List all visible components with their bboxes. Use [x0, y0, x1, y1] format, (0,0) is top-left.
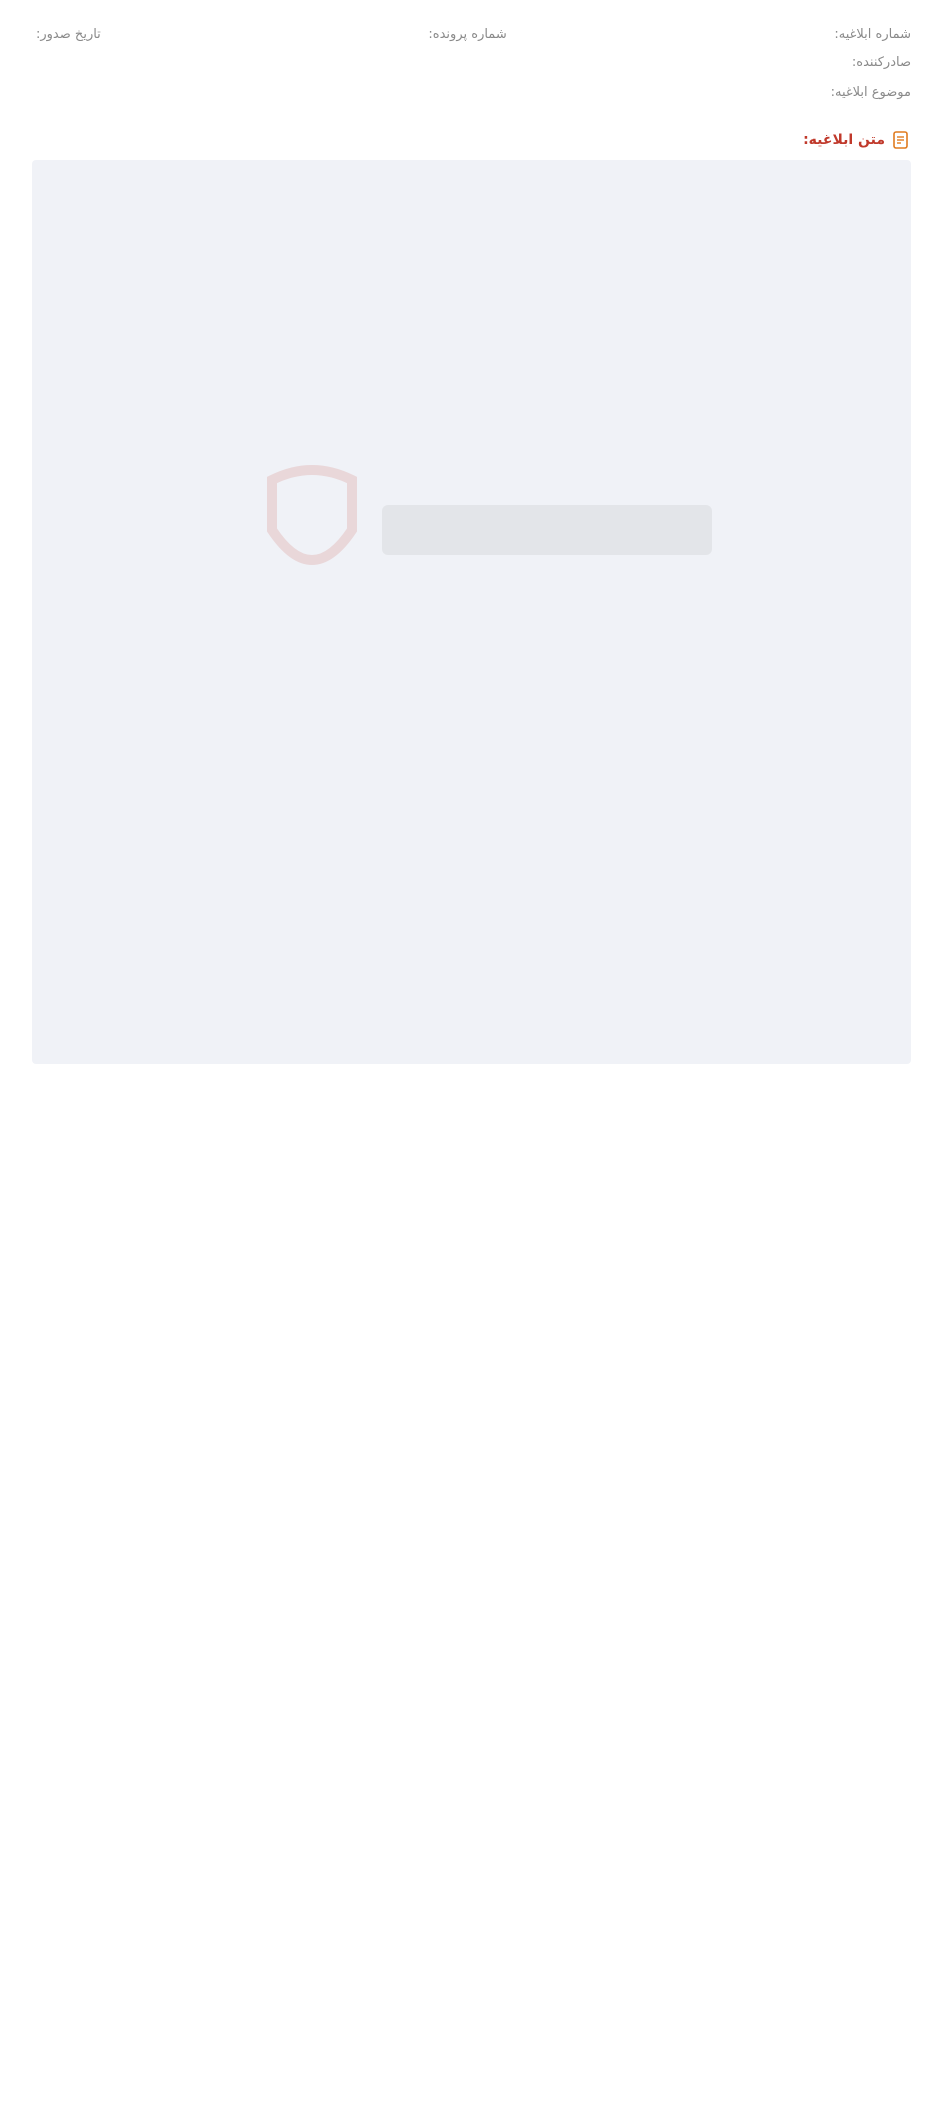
issuer-line — [32, 48, 911, 78]
notice-text-heading-label: متن ابلاغیه: — [803, 132, 885, 148]
issuer-label: صادرکننده: — [851, 55, 911, 70]
scope-title — [50, 746, 893, 773]
issue-date-label: تاریخ صدور: — [36, 27, 101, 42]
judge-signature — [50, 1011, 893, 1038]
section-c — [50, 428, 893, 496]
municipality-note-text — [50, 693, 893, 720]
municipality-note — [50, 693, 893, 720]
auction-title — [50, 180, 893, 207]
registry-paragraph — [50, 363, 893, 390]
final-paragraph-text — [50, 958, 893, 985]
notice-header — [32, 22, 911, 108]
section-d-followup-text — [50, 640, 893, 667]
scope-text — [50, 787, 893, 814]
scope-section — [50, 746, 893, 814]
subject-label: موضوع ابلاغیه: — [830, 85, 911, 100]
visit-address — [50, 298, 893, 325]
notice-text-heading — [32, 130, 911, 150]
notice-body — [32, 160, 911, 1064]
visit-address-text — [50, 298, 893, 325]
section-d-title — [50, 534, 893, 561]
meta-row-top — [32, 22, 911, 48]
issue-number — [830, 22, 911, 48]
document-icon — [891, 130, 911, 150]
section-d-followup — [50, 640, 893, 667]
issue-date — [32, 22, 101, 48]
case-number — [424, 22, 506, 48]
section-e-text — [50, 893, 893, 920]
section-c-text — [50, 469, 893, 496]
section-e — [50, 852, 893, 920]
intro-paragraph — [50, 233, 893, 260]
final-paragraph — [50, 958, 893, 985]
issue-number-label: شماره ابلاغیه: — [834, 27, 911, 42]
registry-paragraph-text — [50, 363, 893, 390]
intro-paragraph-text — [50, 233, 893, 260]
section-c-title — [50, 428, 893, 455]
subject-line — [32, 78, 911, 108]
section-e-title — [50, 852, 893, 879]
case-number-label: شماره پرونده: — [428, 27, 507, 42]
section-d — [50, 534, 893, 602]
section-d-text — [50, 575, 893, 602]
